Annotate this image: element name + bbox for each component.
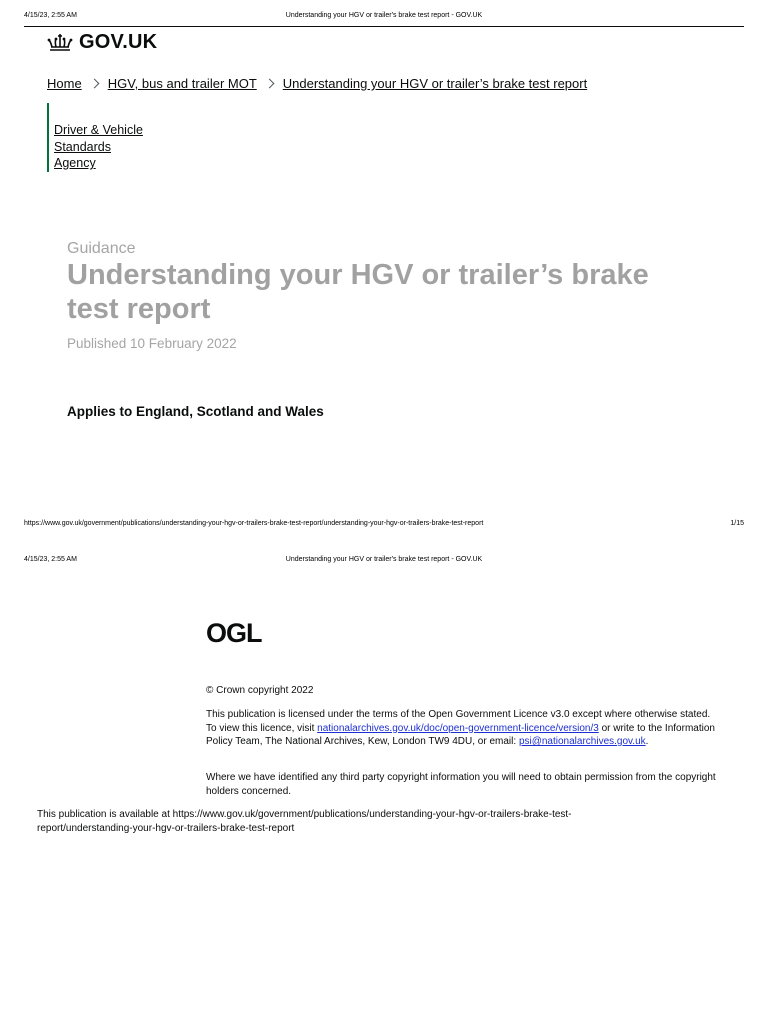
org-name-line-3[interactable]: Agency xyxy=(54,156,96,170)
licence-link[interactable]: nationalarchives.gov.uk/doc/open-government-licence/version/3 xyxy=(317,722,599,734)
breadcrumb-current[interactable]: Understanding your HGV or trailer’s brake test report xyxy=(282,76,588,91)
email-link[interactable]: psi@nationalarchives.gov.uk xyxy=(518,736,646,747)
org-name-line-2[interactable]: Standards xyxy=(54,139,111,154)
ogl-logo-text: OGL xyxy=(206,618,262,646)
licence-text-3: . xyxy=(645,736,649,747)
copyright-notice: © Crown copyright 2022 xyxy=(206,685,314,696)
breadcrumb xyxy=(47,76,587,91)
print-datetime: 4/15/23, 2:55 AM xyxy=(24,12,77,19)
print-footer xyxy=(24,520,744,530)
govuk-logo[interactable] xyxy=(47,31,157,54)
licence-text-2: or write to the Information Policy Team, The National Archives, Kew, London TW9 4DU, or email: xyxy=(206,722,715,747)
print-header xyxy=(24,12,744,22)
licence-text-1: This publication is licensed under the terms of the Open Government Licence v3.0 except where otherwise stated. To view this licence, visit xyxy=(206,709,711,734)
applies-to: Applies to England, Scotland and Wales xyxy=(67,404,324,419)
ogl-logo xyxy=(206,618,264,646)
availability-notice: This publication is available at https://www.gov.uk/government/publications/understanding-your-hgv-or-trailers-brake-test-report/understanding-your-hgv-or-trailers-brake-test-report xyxy=(37,809,572,834)
print-page-number: 1/15 xyxy=(730,520,744,527)
header-rule xyxy=(24,26,744,27)
chevron-right-icon xyxy=(89,79,99,89)
org-name-line-1[interactable]: Driver & Vehicle xyxy=(54,123,143,137)
govuk-wordmark: GOV.UK xyxy=(79,31,158,53)
print-page-title: Understanding your HGV or trailer's brake test report - GOV.UK xyxy=(285,12,483,19)
chevron-right-icon xyxy=(264,79,274,89)
published-date: Published 10 February 2022 xyxy=(67,336,237,351)
licence-paragraph xyxy=(206,708,716,749)
crown-icon xyxy=(47,32,73,54)
print-page-title: Understanding your HGV or trailer's brake test report - GOV.UK xyxy=(285,556,483,563)
print-header-page-2 xyxy=(24,556,744,566)
breadcrumb-hgv-mot[interactable]: HGV, bus and trailer MOT xyxy=(107,76,257,91)
page-title: Understanding your HGV or trailer’s brake test report xyxy=(67,259,649,325)
document-type: Guidance xyxy=(67,240,136,257)
print-datetime: 4/15/23, 2:55 AM xyxy=(24,556,77,563)
third-party-notice: Where we have identified any third party copyright information you will need to obtain permission from the copyright holders concerned. xyxy=(206,772,716,797)
organisation-logo[interactable] xyxy=(47,103,143,172)
print-url: https://www.gov.uk/government/publications/understanding-your-hgv-or-trailers-brake-test-report/understanding-your-hgv-or-trailers-brake-test-report xyxy=(24,520,484,527)
breadcrumb-home[interactable]: Home xyxy=(47,76,82,91)
